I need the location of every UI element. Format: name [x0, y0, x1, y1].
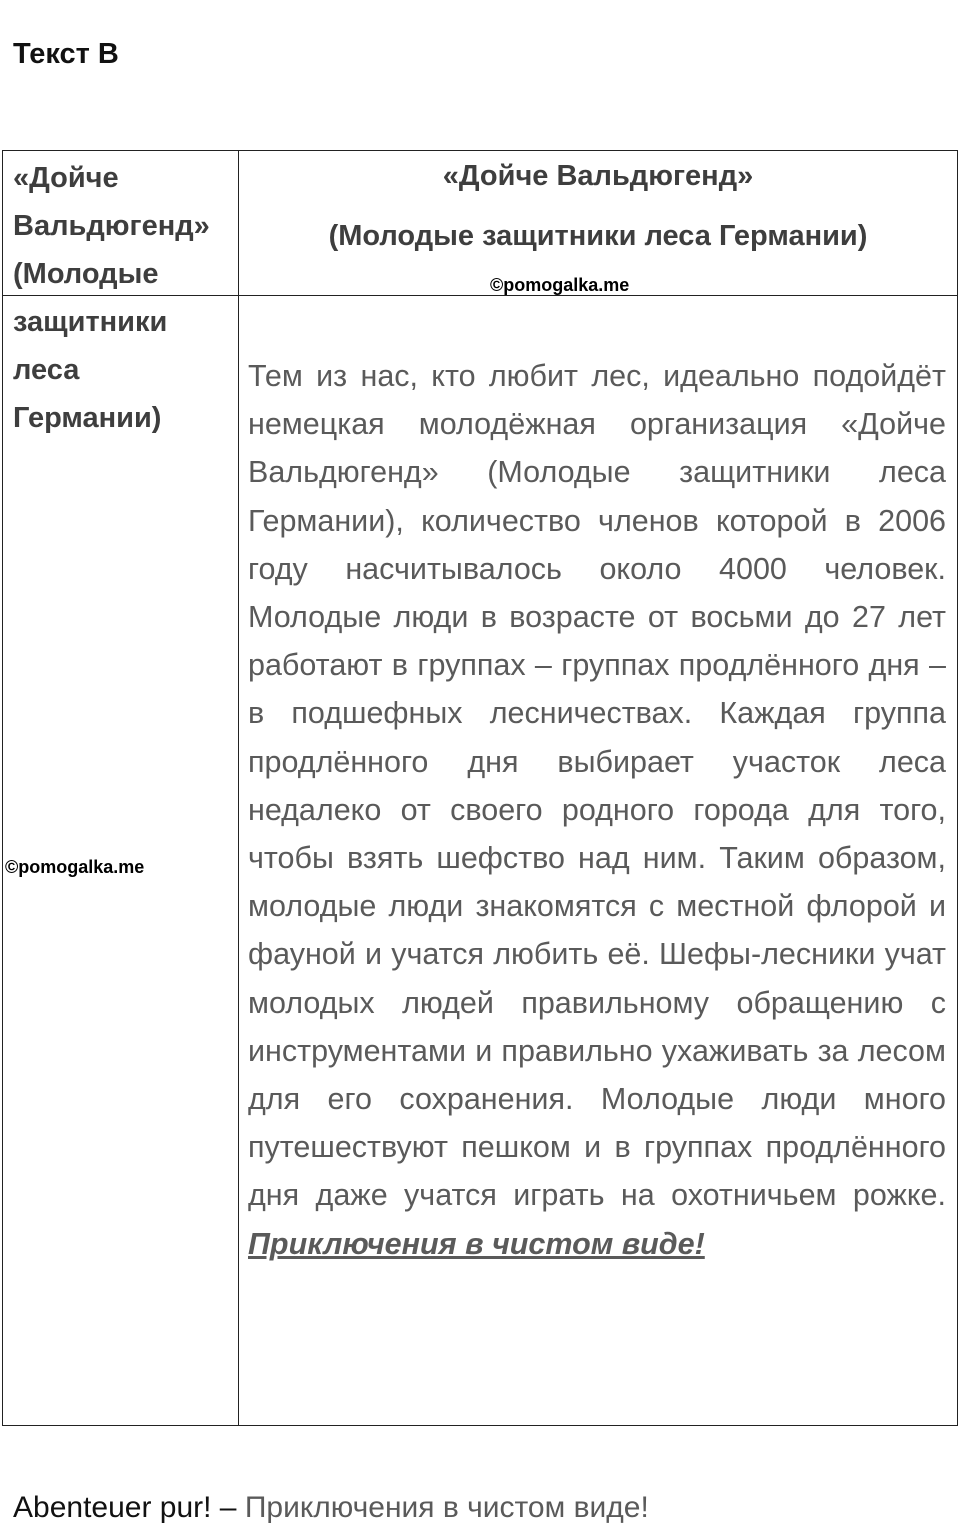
document-title: Текст B: [13, 38, 119, 70]
left-cell-heading: «Дойче Вальдюгенд» (Молодые защитники леса Германии): [13, 162, 210, 434]
watermark-left: ©pomogalka.me: [5, 857, 145, 877]
watermark-top: ©pomogalka.me: [490, 275, 630, 295]
heading-line-1: «Дойче Вальдюгенд»: [442, 160, 754, 192]
column-divider: [238, 151, 239, 1425]
footnote-german: Abenteuer pur! –: [13, 1491, 237, 1524]
article-body: [248, 352, 946, 1268]
article-emphasis: Приключения в чистом виде!: [248, 1226, 705, 1261]
article-body-text: Тем из нас, кто любит лес, идеально подойдёт немецкая молодёжная организация «Дойче Вальдюгенд» (Молодые защитники леса Германии), количество членов которой в 2006 году насчитывалось около 4000 человек. Молодые люди в возрасте от восьми до 27 лет работают в группах – группах продлённого дня – в подшефных лесничествах. Каждая группа продлённого дня выбирает участок леса недалеко от своего родного города для того, чтобы взять шефство над ним. Таким образом, молодые люди знакомятся с местной флорой и фауной и учатся любить её. Шефы-лесники учат молодых людей правильному обращению с инструментами и правильно ухаживать за лесом для его сохранения. Молодые люди много путешествуют пешком и в группах продлённого дня даже учатся играть на охотничьем рожке.: [248, 359, 946, 1213]
translation-footnote: [13, 1488, 649, 1528]
footnote-russian: Приключения в чистом виде!: [236, 1491, 649, 1524]
heading-line-2: (Молодые защитники леса Германии): [328, 220, 868, 252]
